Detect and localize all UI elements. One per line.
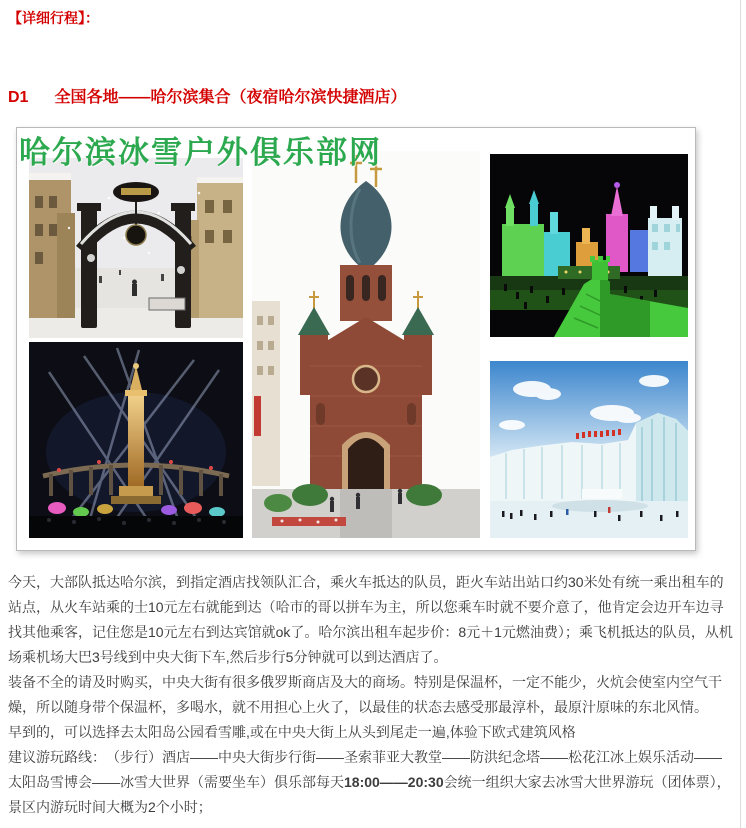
- snow-arch-illustration: [29, 158, 243, 338]
- itinerary-text: [8, 570, 735, 820]
- itinerary-paragraph-gear: 装备不全的请及时购买，中央大街有很多俄罗斯商店及大的商场。特别是保温杯，一定不能少，火炕会使室内空气干燥，所以随身带个保温杯，多喝水，就不用担心上火了，以最佳的状态去感受那最淳朴，最原汁原味的东北风情。: [8, 674, 722, 715]
- route-prefix: 建议游玩路线： （步行）酒店——中央大街步行街——圣索菲亚大教堂——防洪纪念塔——松花江冰上娱乐活动——太阳岛雪博会——冰雪大世界（需要坐车）俱乐部每天: [8, 749, 722, 790]
- day-number: D1: [8, 89, 29, 106]
- page-right-border: [740, 0, 741, 828]
- ice-wall-illustration: [490, 361, 688, 538]
- route-suffix: 会统一组织大家去冰雪大世界游玩（团体票），景区内游玩时间大概为2个小时；: [8, 774, 731, 815]
- monument-night-illustration: [29, 342, 243, 538]
- ice-city-night-illustration: [490, 154, 688, 337]
- saint-sophia-cathedral-photo: [252, 151, 480, 538]
- collage-watermark: 哈尔滨冰雪户外俱乐部网: [19, 135, 382, 170]
- photo-collage: [16, 127, 696, 551]
- day-heading: [8, 84, 406, 107]
- central-street-snow-arch-photo: [29, 158, 243, 338]
- itinerary-paragraph-route: [8, 745, 735, 820]
- itinerary-paragraph-early: 早到的，可以选择去太阳岛公园看雪雕,或在中央大街上从头到尾走一遍,体验下欧式建筑风格: [8, 724, 576, 740]
- itinerary-paragraph-arrival: 今天，大部队抵达哈尔滨，到指定酒店找领队汇合，乘火车抵达的队员，距火车站出站口约30米处有统一乘出租车的站点，从火车站乘的士10元左右就能到达（哈市的哥以拼车为主，所以您乘车时就不要介意了，他肯定会边开车边寻找其他乘客，记住您是10元左右到达宾馆就ok了。哈尔滨出租车起步价：8元＋1元燃油费）；乘飞机抵达的队员，从机场乘机场大巴3号线到中央大街下车,然后步行5分钟就可以到达酒店了。: [8, 574, 733, 665]
- route-time-bold: 18:00——20:30: [344, 774, 444, 790]
- ice-wall-daytime-photo: [490, 361, 688, 538]
- flood-control-monument-night-photo: [29, 342, 243, 538]
- section-heading: 【详细行程】：: [8, 10, 99, 26]
- cathedral-illustration: [252, 151, 480, 538]
- ice-and-snow-world-night-photo: [490, 154, 688, 337]
- day-title: 全国各地——哈尔滨集合（夜宿哈尔滨快捷酒店）: [54, 89, 407, 106]
